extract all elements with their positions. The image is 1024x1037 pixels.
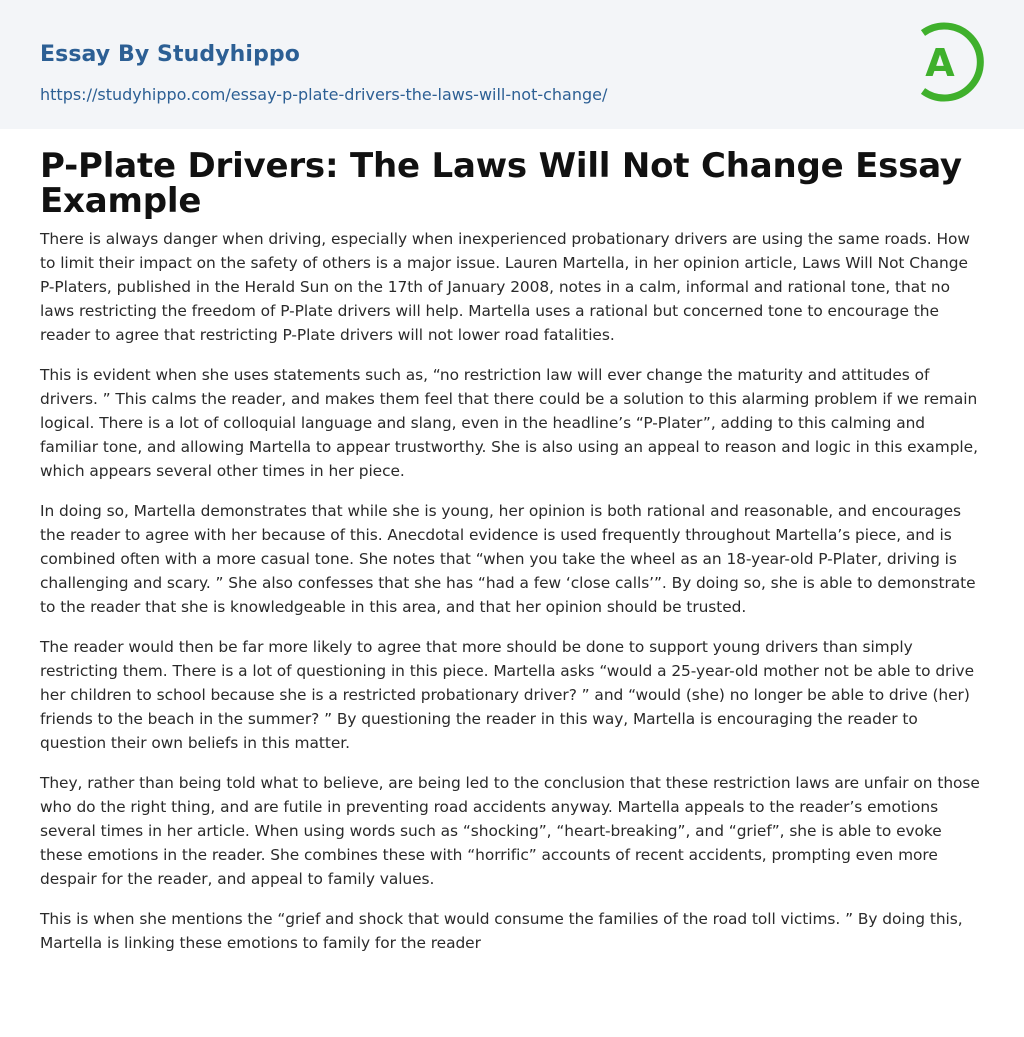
- article-paragraph: This is when she mentions the “grief and shock that would consume the families of the road toll victims. ” By doing this, Martella is linking these emotions to family for the reader: [40, 910, 963, 952]
- site-brand[interactable]: Essay By Studyhippo: [40, 42, 300, 67]
- article-paragraph: This is evident when she uses statements such as, “no restriction law will ever change the maturity and attitudes of drivers. ” This calms the reader, and makes them feel that there could be a solution to this alarming problem if we remain logical. There is a lot of colloquial language and slang, even in the headline’s “P-Plater”, adding to this calming and familiar tone, and allowing Martella to appear trustworthy. She is also using an appeal to reason and logic in this example, which appears several other times in her piece.: [40, 366, 978, 480]
- logo-letter: A: [925, 41, 955, 85]
- studyhippo-logo-icon[interactable]: [914, 19, 986, 105]
- article-paragraph: The reader would then be far more likely to agree that more should be done to support young drivers than simply restricting them. There is a lot of questioning in this piece. Martella asks “would a 25-year-old mother not be able to drive her children to school because she is a restricted probationary driver? ” and “would (she) no longer be able to drive (her) friends to the beach in the summer? ” By questioning the reader in this way, Martella is encouraging the reader to question their own beliefs in this matter.: [40, 638, 975, 752]
- article-paragraph: They, rather than being told what to believe, are being led to the conclusion that these restriction laws are unfair on those who do the right thing, and are futile in preventing road accidents anyway. Martella appeals to the reader’s emotions several times in her article. When using words such as “shocking”, “heart-breaking”, and “grief”, she is able to evoke these emotions in the reader. She combines these with “horrific” accounts of recent accidents, prompting even more despair for the reader, and appeal to family values.: [40, 774, 980, 888]
- article: [0, 146, 1024, 955]
- article-title: P-Plate Drivers: The Laws Will Not Change Essay Example: [40, 146, 962, 221]
- site-header: [0, 0, 1024, 129]
- essay-url-link[interactable]: https://studyhippo.com/essay-p-plate-drivers-the-laws-will-not-change/: [40, 85, 608, 104]
- article-paragraph: There is always danger when driving, especially when inexperienced probationary drivers are using the same roads. How to limit their impact on the safety of others is a major issue. Lauren Martella, in her opinion article, Laws Will Not Change P-Platers, published in the Herald Sun on the 17th of January 2008, notes in a calm, informal and rational tone, that no laws restricting the freedom of P-Plate drivers will help. Martella uses a rational but concerned tone to encourage the reader to agree that restricting P-Plate drivers will not lower road fatalities.: [40, 230, 970, 344]
- article-paragraph: In doing so, Martella demonstrates that while she is young, her opinion is both rational and reasonable, and encourages the reader to agree with her because of this. Anecdotal evidence is used frequently throughout Martella’s piece, and is combined often with a more casual tone. She notes that “when you take the wheel as an 18-year-old P-Plater, driving is challenging and scary. ” She also confesses that she has “had a few ‘close calls’”. By doing so, she is able to demonstrate to the reader that she is knowledgeable in this area, and that her opinion should be trusted.: [40, 502, 976, 616]
